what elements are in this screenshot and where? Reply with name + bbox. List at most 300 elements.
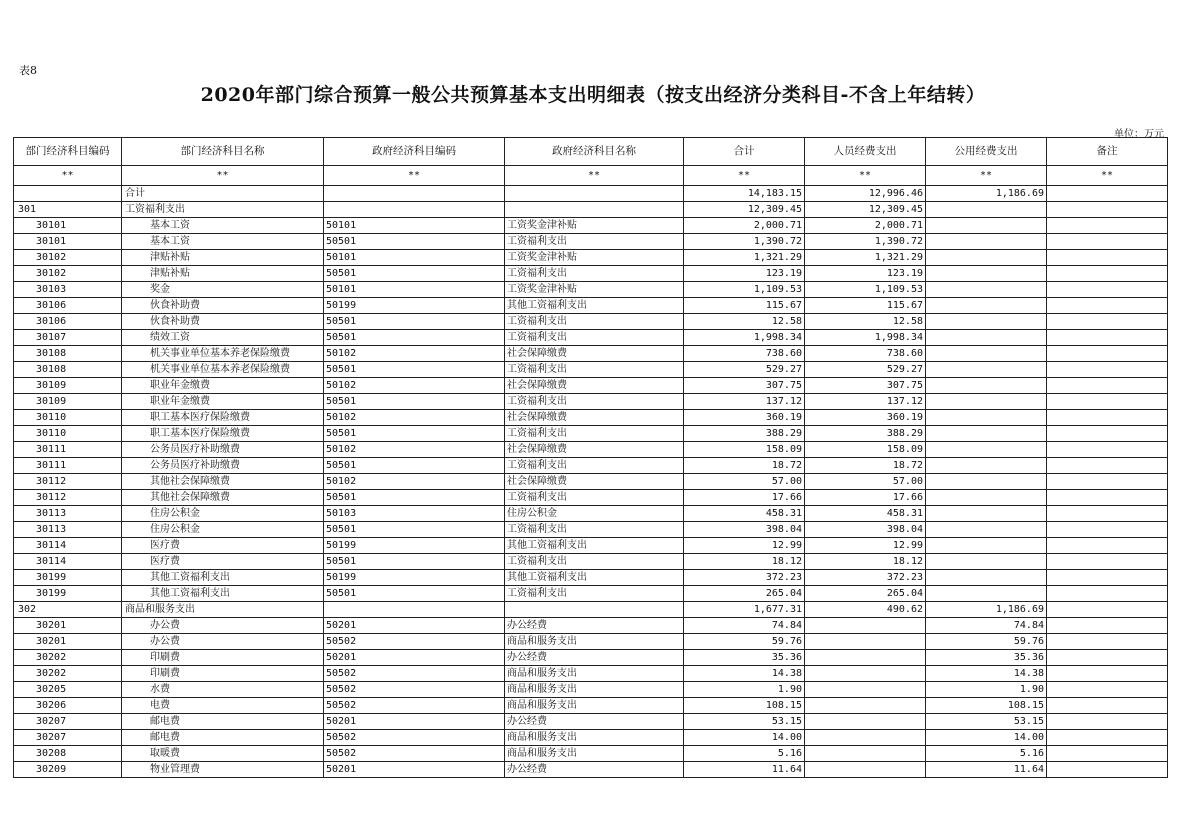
star-cell: ** [505,166,684,186]
cell-dept-name: 基本工资 [122,218,324,234]
table-row [14,538,1168,554]
cell-total: 18.72 [684,458,805,474]
cell-public [926,474,1047,490]
cell-personnel [805,650,926,666]
cell-gov-code: 50501 [324,266,505,282]
cell-personnel: 12,996.46 [805,186,926,202]
star-row [14,166,1168,186]
table-row [14,474,1168,490]
cell-dept-code: 30106 [14,298,122,314]
cell-total: 123.19 [684,266,805,282]
cell-public [926,298,1047,314]
cell-personnel: 738.60 [805,346,926,362]
cell-personnel [805,682,926,698]
cell-personnel: 307.75 [805,378,926,394]
cell-dept-name: 伙食补助费 [122,298,324,314]
cell-note [1047,538,1168,554]
cell-gov-name: 商品和服务支出 [505,634,684,650]
table-number-label: 表8 [19,64,37,77]
cell-personnel: 372.23 [805,570,926,586]
cell-gov-code [324,186,505,202]
cell-dept-code: 30207 [14,730,122,746]
cell-note [1047,490,1168,506]
cell-note [1047,650,1168,666]
cell-dept-name: 邮电费 [122,730,324,746]
cell-total: 12.99 [684,538,805,554]
cell-public: 1,186.69 [926,602,1047,618]
header-dept-code: 部门经济科目编码 [14,138,122,166]
cell-public: 1,186.69 [926,186,1047,202]
table-row [14,554,1168,570]
cell-public: 1.90 [926,682,1047,698]
cell-dept-code: 30199 [14,586,122,602]
cell-gov-code: 50101 [324,218,505,234]
cell-note [1047,330,1168,346]
cell-public: 5.16 [926,746,1047,762]
cell-total: 158.09 [684,442,805,458]
cell-dept-name: 职业年金缴费 [122,394,324,410]
cell-gov-code: 50501 [324,586,505,602]
cell-personnel: 17.66 [805,490,926,506]
cell-public [926,458,1047,474]
cell-dept-name: 电费 [122,698,324,714]
cell-public [926,554,1047,570]
cell-note [1047,202,1168,218]
cell-gov-code [324,602,505,618]
unit-label: 单位：万元 [1114,129,1164,140]
cell-public [926,282,1047,298]
cell-gov-name [505,202,684,218]
cell-total: 12.58 [684,314,805,330]
cell-dept-code: 30113 [14,522,122,538]
cell-gov-name: 办公经费 [505,650,684,666]
cell-dept-code: 302 [14,602,122,618]
cell-public [926,442,1047,458]
cell-dept-code: 301 [14,202,122,218]
cell-gov-code [324,202,505,218]
cell-public [926,218,1047,234]
cell-note [1047,458,1168,474]
cell-dept-name: 机关事业单位基本养老保险缴费 [122,362,324,378]
cell-personnel: 57.00 [805,474,926,490]
cell-note [1047,730,1168,746]
cell-note [1047,746,1168,762]
cell-dept-code: 30202 [14,666,122,682]
cell-dept-code: 30108 [14,362,122,378]
cell-personnel: 360.19 [805,410,926,426]
cell-note [1047,714,1168,730]
cell-gov-code: 50199 [324,570,505,586]
cell-dept-code: 30110 [14,410,122,426]
cell-public [926,570,1047,586]
cell-gov-name: 工资福利支出 [505,458,684,474]
star-cell: ** [1047,166,1168,186]
cell-dept-name: 医疗费 [122,554,324,570]
cell-gov-name: 工资福利支出 [505,522,684,538]
cell-dept-code: 30109 [14,378,122,394]
cell-personnel: 12.99 [805,538,926,554]
cell-note [1047,506,1168,522]
table-row [14,714,1168,730]
cell-public [926,490,1047,506]
cell-note [1047,586,1168,602]
cell-gov-code: 50102 [324,474,505,490]
cell-public [926,250,1047,266]
header-gov-code: 政府经济科目编码 [324,138,505,166]
cell-total: 1,677.31 [684,602,805,618]
cell-personnel: 458.31 [805,506,926,522]
table-row [14,250,1168,266]
cell-gov-code: 50201 [324,650,505,666]
cell-note [1047,522,1168,538]
cell-total: 14,183.15 [684,186,805,202]
cell-dept-name: 住房公积金 [122,506,324,522]
cell-gov-code: 50502 [324,698,505,714]
cell-dept-code: 30102 [14,266,122,282]
cell-personnel: 1,109.53 [805,282,926,298]
cell-gov-code: 50501 [324,234,505,250]
cell-gov-code: 50102 [324,410,505,426]
cell-personnel: 1,390.72 [805,234,926,250]
cell-dept-code: 30209 [14,762,122,778]
cell-gov-name: 社会保障缴费 [505,410,684,426]
cell-personnel: 123.19 [805,266,926,282]
cell-gov-name: 工资福利支出 [505,234,684,250]
cell-gov-code: 50199 [324,538,505,554]
cell-note [1047,410,1168,426]
cell-gov-name: 社会保障缴费 [505,442,684,458]
table-row [14,394,1168,410]
cell-gov-code: 50501 [324,426,505,442]
cell-total: 360.19 [684,410,805,426]
cell-note [1047,298,1168,314]
cell-gov-code: 50103 [324,506,505,522]
cell-public [926,378,1047,394]
cell-public [926,346,1047,362]
table-row [14,730,1168,746]
cell-gov-name: 工资福利支出 [505,362,684,378]
cell-dept-code: 30206 [14,698,122,714]
cell-personnel: 398.04 [805,522,926,538]
cell-gov-name: 工资福利支出 [505,586,684,602]
cell-personnel: 1,998.34 [805,330,926,346]
cell-personnel: 18.12 [805,554,926,570]
cell-personnel: 115.67 [805,298,926,314]
cell-dept-code: 30201 [14,618,122,634]
star-cell: ** [926,166,1047,186]
cell-total: 108.15 [684,698,805,714]
cell-note [1047,618,1168,634]
cell-gov-name: 工资福利支出 [505,426,684,442]
cell-public [926,234,1047,250]
cell-gov-code: 50101 [324,282,505,298]
cell-dept-name: 机关事业单位基本养老保险缴费 [122,346,324,362]
header-dept-name: 部门经济科目名称 [122,138,324,166]
cell-gov-name: 办公经费 [505,762,684,778]
cell-dept-name: 工资福利支出 [122,202,324,218]
cell-gov-code: 50201 [324,714,505,730]
cell-public [926,330,1047,346]
cell-public [926,522,1047,538]
cell-note [1047,378,1168,394]
cell-gov-code: 50501 [324,490,505,506]
cell-dept-name: 其他工资福利支出 [122,570,324,586]
cell-total: 74.84 [684,618,805,634]
cell-note [1047,762,1168,778]
cell-dept-code: 30199 [14,570,122,586]
cell-dept-name: 住房公积金 [122,522,324,538]
cell-total: 53.15 [684,714,805,730]
table-row [14,586,1168,602]
cell-dept-name: 基本工资 [122,234,324,250]
cell-dept-code: 30103 [14,282,122,298]
cell-gov-code: 50501 [324,522,505,538]
cell-gov-code: 50501 [324,458,505,474]
cell-dept-name: 医疗费 [122,538,324,554]
cell-gov-name: 商品和服务支出 [505,698,684,714]
cell-public [926,506,1047,522]
table-row [14,746,1168,762]
table-row [14,202,1168,218]
cell-gov-name: 其他工资福利支出 [505,298,684,314]
cell-gov-name: 工资福利支出 [505,330,684,346]
cell-gov-code: 50501 [324,362,505,378]
table-row [14,378,1168,394]
table-row [14,186,1168,202]
cell-personnel: 18.72 [805,458,926,474]
cell-total: 5.16 [684,746,805,762]
cell-total: 388.29 [684,426,805,442]
cell-public: 11.64 [926,762,1047,778]
cell-gov-name: 其他工资福利支出 [505,570,684,586]
cell-total: 1,321.29 [684,250,805,266]
cell-dept-name: 其他工资福利支出 [122,586,324,602]
cell-public [926,202,1047,218]
cell-gov-name: 工资奖金津补贴 [505,218,684,234]
cell-total: 458.31 [684,506,805,522]
cell-personnel [805,634,926,650]
cell-gov-name: 工资福利支出 [505,394,684,410]
cell-note [1047,186,1168,202]
cell-public [926,394,1047,410]
cell-note [1047,234,1168,250]
cell-dept-code: 30114 [14,554,122,570]
cell-personnel [805,666,926,682]
cell-personnel: 12.58 [805,314,926,330]
cell-dept-name: 职工基本医疗保险缴费 [122,410,324,426]
cell-dept-code: 30205 [14,682,122,698]
cell-note [1047,218,1168,234]
cell-personnel [805,746,926,762]
cell-total: 1,109.53 [684,282,805,298]
cell-note [1047,394,1168,410]
cell-note [1047,554,1168,570]
table-row [14,618,1168,634]
cell-personnel: 490.62 [805,602,926,618]
cell-dept-code: 30113 [14,506,122,522]
table-row [14,218,1168,234]
cell-dept-name: 奖金 [122,282,324,298]
table-row [14,442,1168,458]
cell-total: 1,390.72 [684,234,805,250]
cell-personnel: 388.29 [805,426,926,442]
cell-dept-code: 30208 [14,746,122,762]
cell-gov-name: 工资福利支出 [505,554,684,570]
cell-note [1047,474,1168,490]
cell-dept-code: 30107 [14,330,122,346]
cell-dept-code: 30112 [14,490,122,506]
star-cell: ** [122,166,324,186]
cell-gov-name [505,186,684,202]
table-row [14,298,1168,314]
cell-personnel [805,762,926,778]
cell-gov-code: 50201 [324,618,505,634]
cell-gov-name: 办公经费 [505,618,684,634]
cell-gov-code: 50502 [324,682,505,698]
cell-total: 1,998.34 [684,330,805,346]
table-row [14,266,1168,282]
cell-gov-name: 社会保障缴费 [505,474,684,490]
cell-public: 14.38 [926,666,1047,682]
cell-note [1047,346,1168,362]
table-row [14,650,1168,666]
cell-public: 35.36 [926,650,1047,666]
cell-gov-code: 50501 [324,330,505,346]
page-title: 2020年部门综合预算一般公共预算基本支出明细表（按支出经济分类科目-不含上年结转） [200,84,986,106]
star-cell: ** [805,166,926,186]
cell-total: 35.36 [684,650,805,666]
cell-gov-code: 50501 [324,314,505,330]
budget-detail-table [13,137,1168,778]
cell-dept-name: 水费 [122,682,324,698]
table-row [14,362,1168,378]
cell-note [1047,602,1168,618]
cell-dept-code: 30102 [14,250,122,266]
cell-total: 307.75 [684,378,805,394]
cell-dept-code: 30112 [14,474,122,490]
table-row [14,698,1168,714]
cell-dept-code: 30201 [14,634,122,650]
cell-public: 74.84 [926,618,1047,634]
table-row [14,234,1168,250]
table-row [14,314,1168,330]
cell-note [1047,266,1168,282]
cell-public: 53.15 [926,714,1047,730]
cell-total: 529.27 [684,362,805,378]
cell-dept-name: 印刷费 [122,650,324,666]
cell-public [926,410,1047,426]
table-row [14,346,1168,362]
cell-dept-code: 30111 [14,458,122,474]
cell-personnel: 265.04 [805,586,926,602]
cell-dept-name: 津贴补贴 [122,250,324,266]
cell-personnel: 137.12 [805,394,926,410]
cell-dept-name: 伙食补助费 [122,314,324,330]
cell-dept-code: 30110 [14,426,122,442]
cell-gov-code: 50102 [324,346,505,362]
cell-dept-name: 绩效工资 [122,330,324,346]
cell-personnel: 158.09 [805,442,926,458]
cell-note [1047,362,1168,378]
cell-note [1047,682,1168,698]
cell-total: 14.38 [684,666,805,682]
cell-dept-code: 30114 [14,538,122,554]
cell-dept-name: 其他社会保障缴费 [122,474,324,490]
cell-public [926,538,1047,554]
cell-note [1047,442,1168,458]
cell-gov-code: 50501 [324,554,505,570]
cell-personnel: 2,000.71 [805,218,926,234]
cell-dept-code: 30101 [14,234,122,250]
cell-note [1047,250,1168,266]
star-cell: ** [324,166,505,186]
cell-public [926,426,1047,442]
table-row [14,410,1168,426]
cell-total: 12,309.45 [684,202,805,218]
cell-gov-code: 50502 [324,730,505,746]
cell-dept-name: 商品和服务支出 [122,602,324,618]
cell-dept-code [14,186,122,202]
cell-public [926,266,1047,282]
cell-dept-name: 公务员医疗补助缴费 [122,458,324,474]
cell-total: 57.00 [684,474,805,490]
table-row [14,682,1168,698]
cell-dept-name: 物业管理费 [122,762,324,778]
star-cell: ** [14,166,122,186]
cell-dept-name: 其他社会保障缴费 [122,490,324,506]
cell-note [1047,426,1168,442]
cell-dept-code: 30202 [14,650,122,666]
cell-total: 2,000.71 [684,218,805,234]
table-row [14,762,1168,778]
cell-personnel [805,730,926,746]
cell-personnel [805,698,926,714]
cell-personnel: 12,309.45 [805,202,926,218]
table-row [14,522,1168,538]
cell-dept-name: 邮电费 [122,714,324,730]
cell-personnel [805,618,926,634]
cell-gov-code: 50102 [324,442,505,458]
table-row [14,282,1168,298]
cell-dept-code: 30111 [14,442,122,458]
cell-gov-code: 50502 [324,634,505,650]
cell-gov-name: 住房公积金 [505,506,684,522]
star-cell: ** [684,166,805,186]
cell-total: 115.67 [684,298,805,314]
cell-note [1047,698,1168,714]
cell-dept-code: 30106 [14,314,122,330]
cell-dept-name: 取暖费 [122,746,324,762]
cell-dept-name: 合计 [122,186,324,202]
cell-gov-code: 50102 [324,378,505,394]
cell-gov-name: 商品和服务支出 [505,730,684,746]
cell-dept-name: 办公费 [122,618,324,634]
cell-public [926,586,1047,602]
table-row [14,458,1168,474]
cell-note [1047,634,1168,650]
cell-total: 372.23 [684,570,805,586]
cell-gov-name: 工资福利支出 [505,314,684,330]
cell-total: 137.12 [684,394,805,410]
cell-personnel: 1,321.29 [805,250,926,266]
cell-dept-code: 30101 [14,218,122,234]
header-public: 公用经费支出 [926,138,1047,166]
cell-gov-name: 工资奖金津补贴 [505,250,684,266]
cell-gov-name: 工资福利支出 [505,490,684,506]
cell-personnel [805,714,926,730]
cell-total: 11.64 [684,762,805,778]
cell-gov-name [505,602,684,618]
